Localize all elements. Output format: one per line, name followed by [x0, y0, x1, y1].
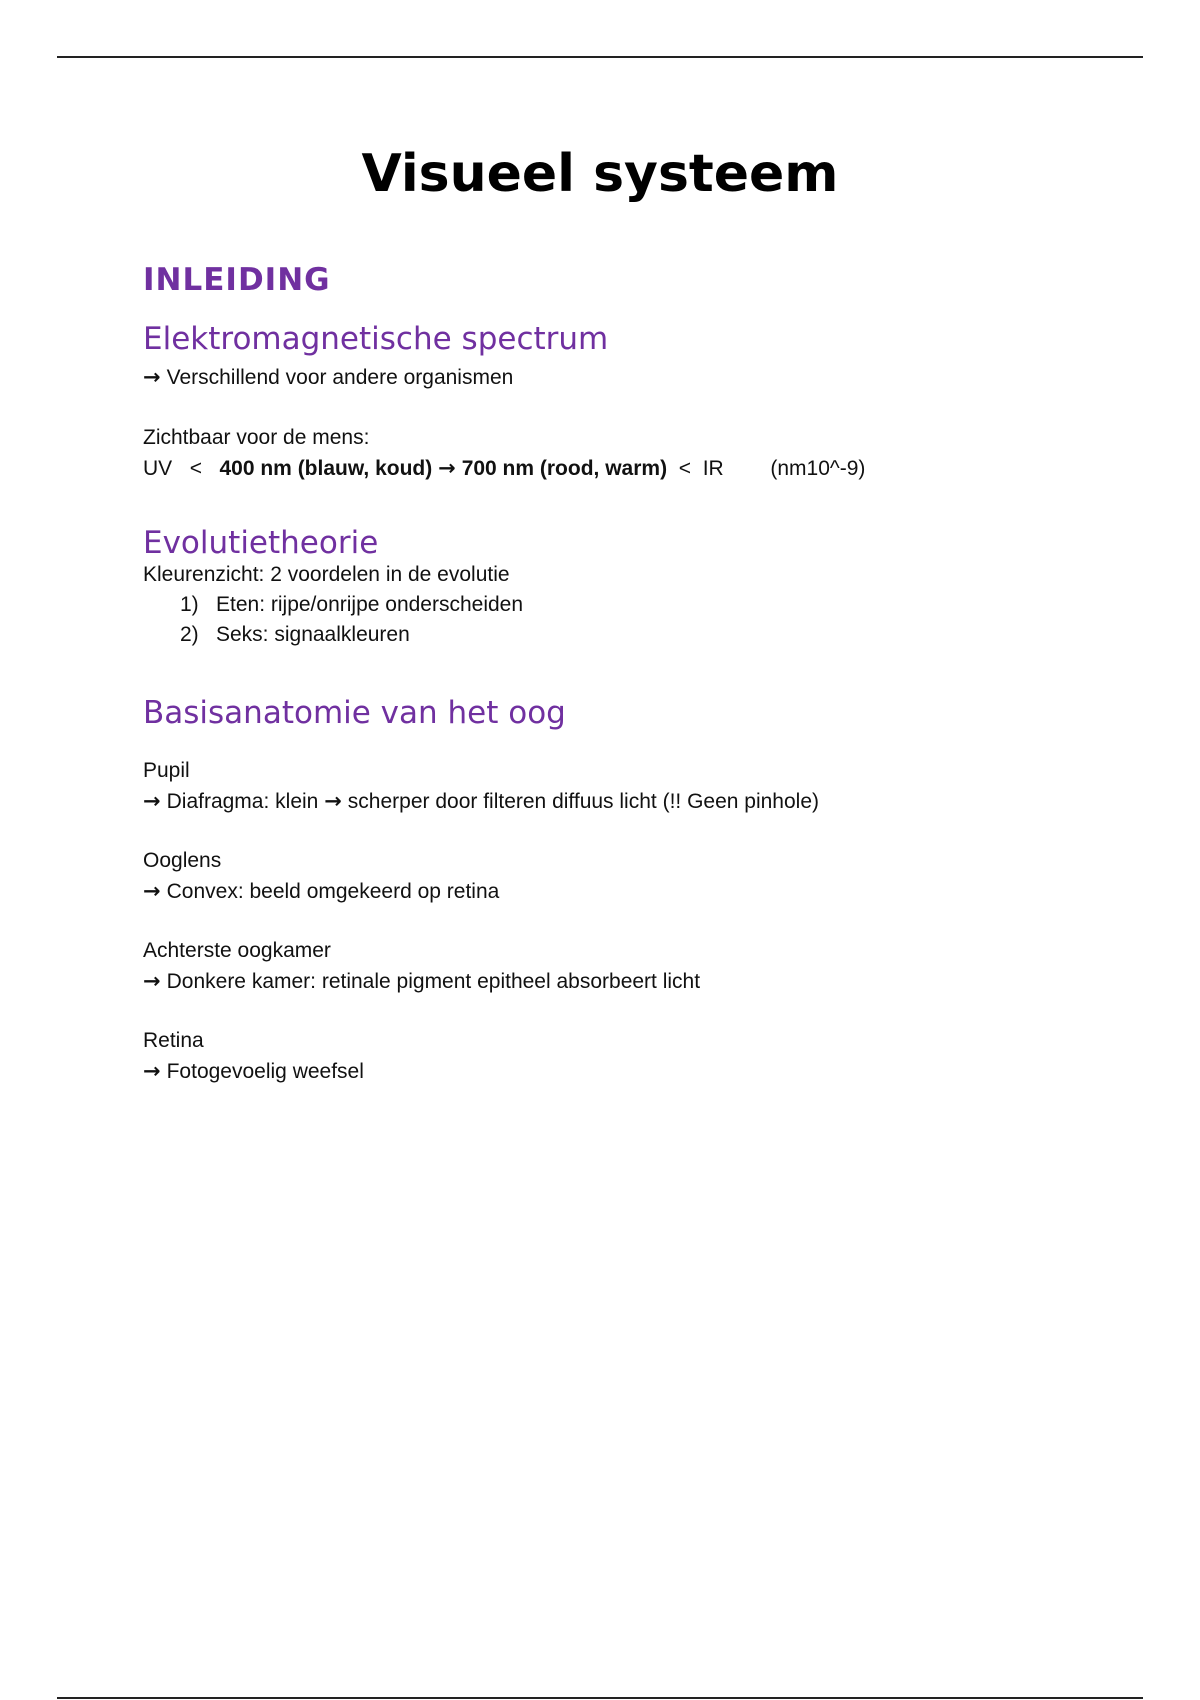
right-arrow-icon: →: [143, 1059, 161, 1083]
right-arrow-icon: →: [143, 789, 161, 813]
footer-rule: [57, 1697, 1143, 1699]
retina-note: Fotogevoelig weefsel: [166, 1060, 364, 1083]
anatomy-note-retina: [143, 1056, 1143, 1087]
unit-label: (nm10^-9): [770, 457, 866, 480]
list-text: Eten: rijpe/onrijpe onderscheiden: [216, 593, 524, 616]
range-start: 400 nm (blauw, koud): [219, 457, 433, 480]
list-item: [180, 620, 1143, 650]
less-than-2: <: [678, 457, 692, 480]
right-arrow-icon: →: [143, 879, 161, 903]
anatomy-term-oogkamer: Achterste oogkamer: [143, 939, 331, 962]
less-than-1: <: [189, 457, 202, 480]
evolution-list: [143, 590, 1143, 650]
anatomy-note-ooglens: [143, 876, 1143, 907]
pupil-note-a: Diafragma: klein: [166, 790, 319, 813]
visible-label: Zichtbaar voor de mens:: [143, 426, 370, 449]
anatomy-note-pupil: [143, 786, 1143, 817]
ir-label: IR: [702, 457, 724, 480]
right-arrow-icon: →: [143, 365, 161, 389]
list-number: 1): [180, 593, 199, 616]
section-heading-inleiding: INLEIDING: [143, 262, 331, 298]
range-end: 700 nm (rood, warm): [461, 457, 668, 480]
header-rule: [57, 56, 1143, 58]
document-title: Visueel systeem: [361, 144, 839, 204]
evolution-intro: Kleurenzicht: 2 voordelen in de evolutie: [143, 563, 510, 586]
right-arrow-icon: →: [143, 969, 161, 993]
spectrum-note: Verschillend voor andere organismen: [166, 366, 514, 389]
list-number: 2): [180, 623, 199, 646]
anatomy-note-oogkamer: [143, 966, 1143, 997]
right-arrow-icon: →: [438, 456, 456, 480]
document-body: [143, 258, 1143, 1087]
subheading-evolution: Evolutietheorie: [143, 525, 379, 561]
spectrum-range-line: [143, 453, 1143, 484]
spectrum-arrow-line: [143, 362, 1143, 393]
ooglens-note: Convex: beeld omgekeerd op retina: [166, 880, 500, 903]
right-arrow-icon: →: [324, 789, 342, 813]
subheading-spectrum: Elektromagnetische spectrum: [143, 321, 609, 357]
uv-label: UV: [143, 457, 173, 480]
list-item: [180, 590, 1143, 620]
subheading-anatomy: Basisanatomie van het oog: [143, 695, 566, 731]
anatomy-term-pupil: Pupil: [143, 759, 190, 782]
anatomy-term-retina: Retina: [143, 1029, 204, 1052]
list-text: Seks: signaalkleuren: [216, 623, 410, 646]
anatomy-term-ooglens: Ooglens: [143, 849, 222, 872]
oogkamer-note: Donkere kamer: retinale pigment epitheel absorbeert licht: [166, 970, 701, 993]
pupil-note-b: scherper door filteren diffuus licht (!! Geen pinhole): [347, 790, 819, 813]
